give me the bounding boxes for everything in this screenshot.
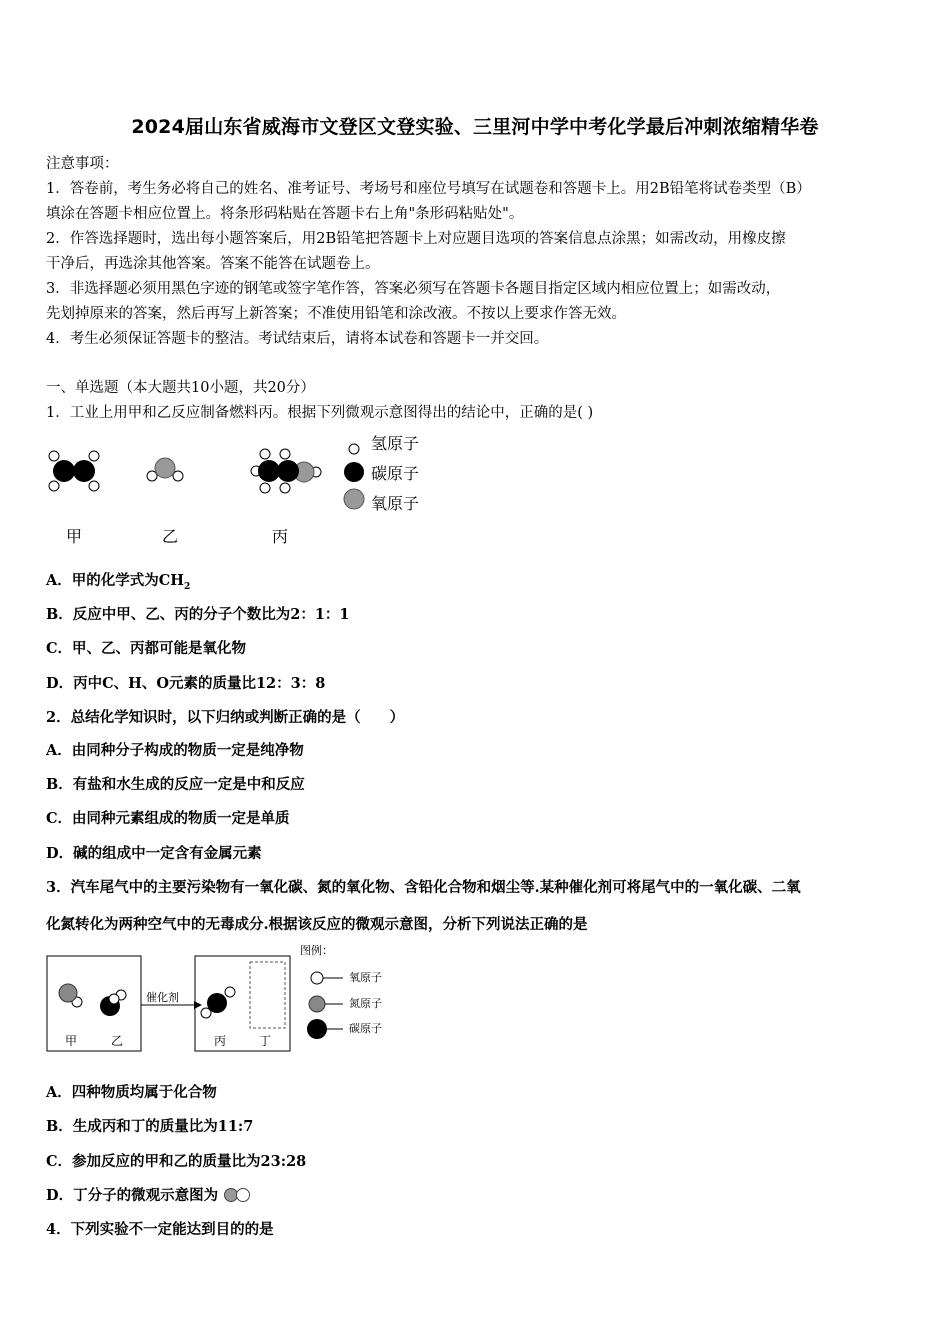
label-yi: 乙 — [162, 527, 179, 546]
molecule-jia — [49, 451, 99, 491]
q1-molecule-diagram — [40, 430, 440, 550]
legend-label: 氢原子 — [371, 434, 420, 453]
notice-heading: 注意事项： — [46, 156, 119, 172]
notice-line: 1．答卷前，考生务必将自己的姓名、准考证号、考场号和座位号填写在试题卷和答题卡上。用2B铅笔将试卷类型（B） — [46, 181, 811, 197]
molecule-yi — [147, 458, 183, 481]
q2-option-a: A．由同种分子构成的物质一定是纯净物 — [46, 742, 304, 759]
q2-option-c: C．由同种元素组成的物质一定是单质 — [46, 810, 290, 827]
label-ding: 丁 — [259, 1034, 272, 1048]
notice-line: 2．作答选择题时，选出每小题答案后，用2B铅笔把答题卡上对应题目选项的答案信息点涂黑；如需改动，用橡皮擦 — [46, 231, 786, 247]
legend-hydrogen-icon — [349, 444, 359, 454]
label-bing: 丙 — [272, 527, 289, 546]
legend-label: 氧原子 — [349, 971, 382, 984]
notice-line: 3．非选择题必须用黑色字迹的钢笔或签字笔作答，答案必须写在答题卡各题目指定区域内相应位置上；如需改动， — [46, 281, 781, 297]
q3-option-b: B．生成丙和丁的质量比为11:7 — [46, 1118, 254, 1135]
catalyst-label: 催化剂 — [146, 991, 179, 1004]
notice-line: 4．考生必须保证答题卡的整洁。考试结束后，请将本试卷和答题卡一并交回。 — [46, 331, 549, 347]
legend-carbon-icon — [307, 1019, 327, 1039]
q3-option-d: D．丁分子的微观示意图为 — [46, 1184, 253, 1205]
legend-oxygen-icon — [311, 972, 323, 984]
notice-line: 填涂在答题卡相应位置上。将条形码粘贴在答题卡右上角"条形码粘贴处"。 — [46, 206, 524, 222]
q1-option-d: D．丙中C、H、O元素的质量比12：3：8 — [46, 675, 326, 692]
label-jia: 甲 — [65, 1034, 78, 1048]
q1-stem: 1．工业上用甲和乙反应制备燃料丙。根据下列微观示意图得出的结论中，正确的是( ) — [46, 405, 594, 421]
notice-line: 干净后，再选涂其他答案。答案不能答在试题卷上。 — [46, 256, 380, 272]
legend-label: 碳原子 — [371, 464, 420, 483]
page-title: 2024届山东省威海市文登区文登实验、三里河中学中考化学最后冲刺浓缩精华卷 — [131, 116, 819, 138]
q3-reaction-diagram — [44, 942, 404, 1058]
section-heading: 一、单选题（本大题共10小题，共20分） — [46, 380, 315, 396]
q3-option-c: C．参加反应的甲和乙的质量比为23:28 — [46, 1153, 307, 1170]
q2-stem: 2．总结化学知识时，以下归纳或判断正确的是（ ） — [46, 709, 405, 726]
q1-option-b: B．反应中甲、乙、丙的分子个数比为2：1：1 — [46, 606, 350, 623]
q1-option-c: C．甲、乙、丙都可能是氧化物 — [46, 640, 247, 657]
legend-label: 碳原子 — [349, 1022, 382, 1035]
q3-stem-line1: 3．汽车尾气中的主要污染物有一氧化碳、氮的氧化物、含铅化合物和烟尘等.某种催化剂可将尾气中的一氧化碳、二氧 — [46, 879, 801, 896]
label-jia: 甲 — [66, 527, 83, 546]
legend-carbon-icon — [344, 462, 364, 482]
q3-option-a: A．四种物质均属于化合物 — [46, 1084, 217, 1101]
q2-option-b: B．有盐和水生成的反应一定是中和反应 — [46, 776, 305, 793]
legend-oxygen-icon — [344, 489, 364, 509]
legend-title: 图例： — [300, 944, 333, 957]
legend-nitrogen-icon — [309, 996, 325, 1012]
q3-stem-line2: 化氮转化为两种空气中的无毒成分.根据该反应的微观示意图，分析下列说法正确的是 — [46, 916, 588, 933]
legend-label: 氮原子 — [349, 997, 382, 1010]
label-bing: 丙 — [214, 1034, 227, 1048]
legend-label: 氧原子 — [371, 494, 420, 513]
n2-molecule-icon — [223, 1187, 253, 1203]
q1-option-a: A．甲的化学式为$CH_2$ — [46, 572, 191, 592]
q4-stem: 4．下列实验不一定能达到目的的是 — [46, 1221, 274, 1238]
molecule-bing — [251, 449, 321, 493]
notice-line: 先划掉原来的答案，然后再写上新答案；不准使用铅笔和涂改液。不按以上要求作答无效。 — [46, 306, 626, 322]
label-yi: 乙 — [111, 1034, 124, 1048]
q2-option-d: D．碱的组成中一定含有金属元素 — [46, 845, 262, 862]
